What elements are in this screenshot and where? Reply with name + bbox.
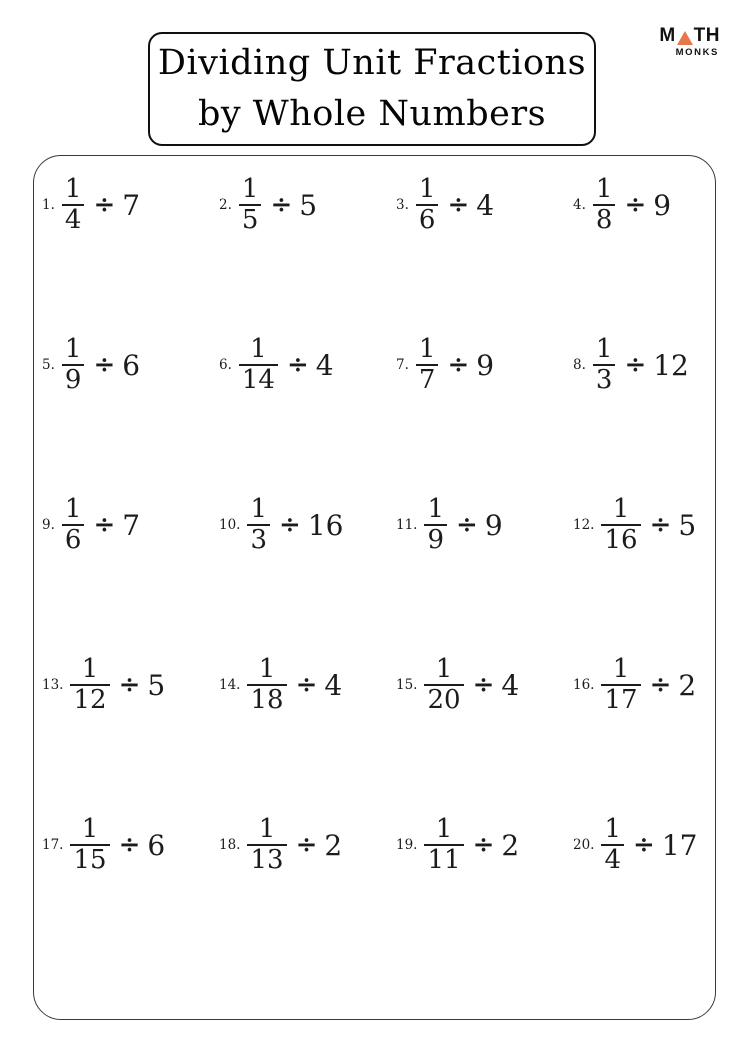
problem-20 (573, 813, 711, 875)
problem-8 (573, 333, 711, 395)
worksheet-title-line1: Dividing Unit Fractions (157, 43, 587, 83)
fraction-numerator: 1 (241, 173, 259, 204)
divisor: 4 (501, 668, 520, 702)
problem-number: 10. (219, 517, 241, 533)
worksheet-title-line2: by Whole Numbers (197, 94, 547, 134)
fraction-numerator: 1 (418, 333, 436, 364)
division-sign: ÷ (649, 670, 672, 700)
fraction-numerator: 1 (612, 493, 630, 524)
problem-number: 15. (396, 677, 418, 693)
fraction (247, 813, 286, 875)
fraction-denominator: 9 (424, 524, 447, 554)
division-sign: ÷ (286, 350, 309, 380)
fraction-numerator: 1 (595, 333, 613, 364)
problem-16 (573, 653, 711, 715)
divisor: 5 (678, 508, 697, 542)
fraction (424, 813, 463, 875)
problem-number: 18. (219, 837, 241, 853)
triangle-icon (677, 31, 693, 45)
fraction (601, 653, 640, 715)
problem-number: 1. (42, 197, 55, 213)
division-sign: ÷ (93, 350, 116, 380)
fraction (247, 653, 286, 715)
divisor: 2 (501, 828, 520, 862)
fraction-numerator: 1 (427, 493, 445, 524)
problem-number: 12. (573, 517, 595, 533)
fraction-numerator: 1 (250, 333, 267, 364)
divisor: 16 (307, 508, 344, 542)
fraction-denominator: 9 (62, 364, 85, 394)
fraction-denominator: 13 (247, 844, 286, 874)
division-sign: ÷ (649, 510, 672, 540)
problems-grid (34, 156, 715, 976)
fraction-denominator: 4 (601, 844, 624, 874)
problem-6 (219, 333, 396, 395)
problem-17 (42, 813, 219, 875)
problem-number: 16. (573, 677, 595, 693)
fraction (424, 653, 463, 715)
fraction-numerator: 1 (418, 173, 436, 204)
division-sign: ÷ (93, 190, 116, 220)
divisor: 4 (315, 348, 334, 382)
divisor: 9 (476, 348, 495, 382)
logo-word-math (634, 26, 720, 45)
problem-2 (219, 173, 396, 235)
divisor: 2 (678, 668, 697, 702)
divisor: 5 (147, 668, 166, 702)
problem-3 (396, 173, 573, 235)
problem-15 (396, 653, 573, 715)
fraction-denominator: 8 (593, 204, 616, 234)
fraction (601, 493, 640, 555)
fraction-numerator: 1 (435, 653, 453, 684)
divisor: 7 (122, 508, 141, 542)
fraction (601, 813, 624, 875)
fraction (239, 333, 278, 395)
problem-4 (573, 173, 711, 235)
logo-word-monks: MONKS (675, 47, 719, 58)
problem-number: 8. (573, 357, 586, 373)
fraction-denominator: 3 (247, 524, 270, 554)
division-sign: ÷ (93, 510, 116, 540)
divisor: 6 (147, 828, 166, 862)
problem-12 (573, 493, 711, 555)
division-sign: ÷ (447, 350, 470, 380)
problem-7 (396, 333, 573, 395)
fraction-numerator: 1 (258, 813, 276, 844)
fraction-numerator: 1 (604, 813, 622, 844)
divisor: 7 (122, 188, 141, 222)
fraction-numerator: 1 (64, 173, 82, 204)
fraction-numerator: 1 (64, 493, 82, 524)
division-sign: ÷ (633, 830, 655, 860)
fraction-numerator: 1 (81, 653, 99, 684)
fraction-numerator: 1 (258, 653, 276, 684)
problem-5 (42, 333, 219, 395)
divisor: 17 (661, 828, 698, 862)
problem-number: 17. (42, 837, 64, 853)
problem-18 (219, 813, 396, 875)
fraction-denominator: 6 (416, 204, 439, 234)
worksheet-title-box (148, 32, 596, 146)
divisor: 4 (324, 668, 343, 702)
fraction (239, 173, 262, 235)
fraction-numerator: 1 (612, 653, 630, 684)
divisor: 9 (653, 188, 672, 222)
fraction-denominator: 15 (70, 844, 109, 874)
problem-13 (42, 653, 219, 715)
problem-number: 7. (396, 357, 409, 373)
fraction (70, 813, 109, 875)
fraction-numerator: 1 (81, 813, 99, 844)
fraction (247, 493, 270, 555)
problem-number: 5. (42, 357, 55, 373)
fraction (62, 493, 85, 555)
problem-number: 3. (396, 197, 409, 213)
fraction (416, 173, 439, 235)
fraction-numerator: 1 (435, 813, 453, 844)
fraction (593, 173, 616, 235)
division-sign: ÷ (472, 670, 495, 700)
division-sign: ÷ (447, 190, 470, 220)
problem-14 (219, 653, 396, 715)
division-sign: ÷ (624, 350, 647, 380)
fraction-denominator: 6 (62, 524, 85, 554)
fraction-denominator: 5 (239, 204, 262, 234)
fraction-numerator: 1 (595, 173, 613, 204)
fraction-denominator: 7 (416, 364, 439, 394)
fraction-denominator: 3 (593, 364, 616, 394)
division-sign: ÷ (279, 510, 301, 540)
problem-number: 4. (573, 197, 586, 213)
fraction-denominator: 16 (601, 524, 640, 554)
division-sign: ÷ (624, 190, 647, 220)
fraction (593, 333, 616, 395)
math-monks-logo (634, 26, 720, 58)
divisor: 5 (299, 188, 318, 222)
fraction-denominator: 4 (62, 204, 85, 234)
problem-1 (42, 173, 219, 235)
fraction-numerator: 1 (64, 333, 82, 364)
problem-number: 13. (42, 677, 64, 693)
problem-number: 2. (219, 197, 232, 213)
division-sign: ÷ (295, 670, 318, 700)
fraction-denominator: 12 (70, 684, 109, 714)
logo-letters-th: TH (693, 25, 720, 46)
divisor: 6 (122, 348, 141, 382)
problem-19 (396, 813, 573, 875)
problem-10 (219, 493, 396, 555)
divisor: 9 (484, 508, 503, 542)
divisor: 12 (653, 348, 689, 382)
fraction-denominator: 14 (239, 364, 278, 394)
problem-number: 14. (219, 677, 241, 693)
fraction-numerator: 1 (250, 493, 268, 524)
division-sign: ÷ (118, 670, 141, 700)
divisor: 4 (476, 188, 495, 222)
problem-number: 19. (396, 837, 418, 853)
problem-11 (396, 493, 573, 555)
division-sign: ÷ (295, 830, 318, 860)
divisor: 2 (324, 828, 343, 862)
fraction (62, 173, 85, 235)
problem-number: 9. (42, 517, 55, 533)
problems-panel (33, 155, 716, 1020)
fraction (416, 333, 439, 395)
fraction-denominator: 17 (601, 684, 640, 714)
problem-9 (42, 493, 219, 555)
division-sign: ÷ (118, 830, 141, 860)
fraction (70, 653, 109, 715)
fraction-denominator: 20 (424, 684, 463, 714)
problem-number: 20. (573, 837, 595, 853)
division-sign: ÷ (456, 510, 478, 540)
division-sign: ÷ (472, 830, 495, 860)
fraction (424, 493, 447, 555)
problem-number: 11. (396, 517, 418, 533)
fraction-denominator: 18 (247, 684, 286, 714)
fraction-denominator: 11 (424, 844, 463, 874)
logo-letter-m: M (659, 25, 676, 46)
fraction (62, 333, 85, 395)
division-sign: ÷ (270, 190, 293, 220)
problem-number: 6. (219, 357, 232, 373)
